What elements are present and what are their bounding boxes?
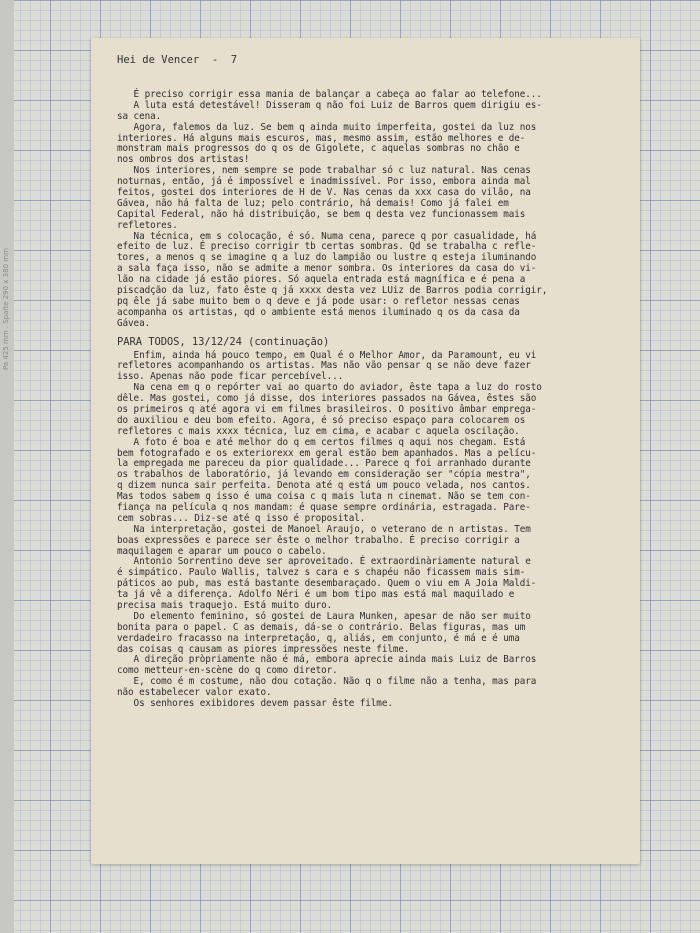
text-line: feitos, gostei dos interiores de H de V. Nas cenas da xxx casa do vilão, na	[117, 187, 531, 199]
text-line: precisa mais traquejo. Está muito duro.	[117, 599, 333, 611]
text-line: A foto é boa e até melhor do q em certos filmes q aqui nos chegam. Está	[117, 436, 526, 448]
text-line: refletores c mais xxxx técnica, luz em cima, e acabar c aquela oscilação.	[117, 425, 520, 437]
typewritten-page	[91, 38, 640, 864]
text-line: q dizem nunca sair perfeita. Denota até q está um pouco velada, nos cantos.	[117, 480, 531, 492]
text-line: isso. Apenas não pode ficar percebível...	[117, 371, 344, 383]
text-line: Nos interiores, nem sempre se pode trabalhar só c luz natural. Nas cenas	[117, 165, 531, 177]
ruler-label: Pa 425 mm . Spalte 290 x 380 mm	[2, 248, 10, 370]
text-line: como metteur-en-scène do q como diretor.	[117, 665, 338, 677]
text-line: refletores acompanhando os artistas. Mas não vão pensar q se não deve fazer	[117, 360, 531, 372]
text-line: lão na cidade já estão piores. Só aquela entrada está magnífica e é pena a	[117, 274, 526, 286]
text-line: dêle. Mas gostei, como já disse, dos interiores passados na Gávea, êstes são	[117, 393, 537, 405]
text-line: Enfim, ainda há pouco tempo, em Qual é o Melhor Amor, da Paramount, eu vi	[117, 349, 537, 361]
text-line: Do elemento feminino, só gostei de Laura Munken, apesar de não ser muito	[117, 610, 531, 622]
text-line: nos ombros dos artistas!	[117, 154, 250, 166]
text-line: ta já vê a diferença. Adolfo Néri é um bom tipo mas está mal maquilado e	[117, 589, 515, 601]
text-line: Na técnica, em s colocação, é só. Numa cena, parece q por casualidade, há	[117, 230, 537, 242]
text-line: E, como é m costume, não dou cotação. Não q o filme não a tenha, mas para	[117, 676, 537, 688]
text-line: efeito de luz. É preciso corrigir tb certas sombras. Qd se trabalha c refle-	[117, 241, 537, 253]
text-line: Capital Federal, não há distribuição, se bem q desta vez funcionassem mais	[117, 208, 526, 220]
review-part-1	[117, 90, 635, 330]
text-line: A direção pròpriamente não é má, embora aprecie ainda mais Luiz de Barros	[117, 654, 537, 666]
text-line: os trabalhos de laboratório, já levando em consideração ser "cópia mestra",	[117, 469, 531, 481]
text-line: monstram mais progressos do q os de Gigolete, c aquelas sombras no chão e	[117, 143, 520, 155]
text-line: sa cena.	[117, 110, 162, 122]
text-line: fiança na película q nos mandam: é quase sempre ordinária, estragada. Pare-	[117, 501, 531, 513]
text-line: É preciso corrigir essa mania de balançar a cabeça ao falar ao telefone...	[117, 89, 542, 100]
text-line: Gávea.	[117, 317, 151, 329]
text-line: Agora, falemos da luz. Se bem q ainda muito imperfeita, gostei da luz nos	[117, 121, 537, 133]
page-title: Hei de Vencer	[117, 54, 200, 66]
page-header: Hei de Vencer - 7	[117, 54, 238, 66]
section-title: PARA TODOS, 13/12/24 (continuação)	[117, 335, 330, 348]
text-line: bonita para o papel. C as demais, dá-se o contrário. Belas figuras, mas um	[117, 621, 526, 633]
page-number: 7	[230, 54, 238, 66]
text-line: A luta está detestável! Disseram q não foi Luiz de Barros quem dirigiu es-	[117, 99, 542, 111]
text-line: la empregada me pareceu da pior qualidade... Parece q foi arranhado durante	[117, 458, 531, 470]
text-line: Os senhores exibidores devem passar êste filme.	[117, 698, 393, 709]
text-line: Mas todos sabem q isso é uma coisa c q mais luta n cinemat. Não se tem con-	[117, 491, 531, 503]
text-line: é simpático. Paulo Wallis, talvez s cara e s chapéu não ficassem mais sim-	[117, 567, 526, 579]
left-margin-strip	[0, 0, 14, 933]
text-line: verdadeiro fracasso na interpretação, q, aliás, em conjunto, é má e é uma	[117, 632, 520, 644]
text-line: Antonio Sorrentino deve ser aproveitado. É extraordinàriamente natural e	[117, 556, 531, 568]
text-line: Na cena em q o repórter vai ao quarto do aviador, êste tapa a luz do rosto	[117, 382, 542, 394]
text-line: cem sobras... Diz-se até q isso é proposital.	[117, 512, 366, 524]
text-line: acompanha os artistas, qd o ambiente está menos iluminado q os da casa da	[117, 306, 520, 318]
text-line: os primeiros q até agora vi em filmes brasileiros. O positivo âmbar emprega-	[117, 403, 537, 415]
text-line: boas expressões e parece ser êste o melhor trabalho. É preciso corrigir a	[117, 534, 520, 546]
text-line: Gávea, não há falta de luz; pelo contrário, há demais! Como já falei em	[117, 197, 509, 209]
text-line: do auxiliou e deu bom efeito. Agora, é só preciso espaço para colocarem os	[117, 414, 526, 426]
text-line: tores, a menos q se imagine q a luz do lampião ou lustre q esteja iluminando	[117, 252, 537, 264]
text-line: páticos ao pub, mas está bastante desembaraçado. Quem o viu em A Joia Maldi-	[117, 578, 537, 590]
text-line: Na interpretação, gostei de Manoel Araujo, o veterano de n artistas. Tem	[117, 523, 531, 535]
text-line: maquilagem e aparar um pouco o cabelo.	[117, 545, 327, 557]
text-line: piscadção da luz, fato êste q já xxxx desta vez LUiz de Barros podia corrigir,	[117, 285, 548, 297]
page-body	[117, 90, 635, 710]
text-line: bem fotografado e os exteriorexx em geral estão bem apanhados. Mas a pelícu-	[117, 447, 537, 459]
text-line: noturnas, então, já é impossível e inadmissível. Por isso, embora ainda mal	[117, 176, 531, 188]
text-line: das coisas q causam as piores impressões neste filme.	[117, 643, 410, 655]
review-part-2	[117, 351, 635, 710]
text-line: a sala faça isso, não se admite a menor sombra. Os interiores da casa do vi-	[117, 263, 537, 275]
text-line: pq êle já sabe muito bem o q deve e já pode usar: o refletor nessas cenas	[117, 295, 520, 307]
text-line: não estabelecer valor exato.	[117, 687, 272, 699]
text-line: interiores. Há alguns mais escuros, mas, mesmo assim, estão melhores e de-	[117, 132, 526, 144]
text-line: refletores.	[117, 219, 178, 231]
